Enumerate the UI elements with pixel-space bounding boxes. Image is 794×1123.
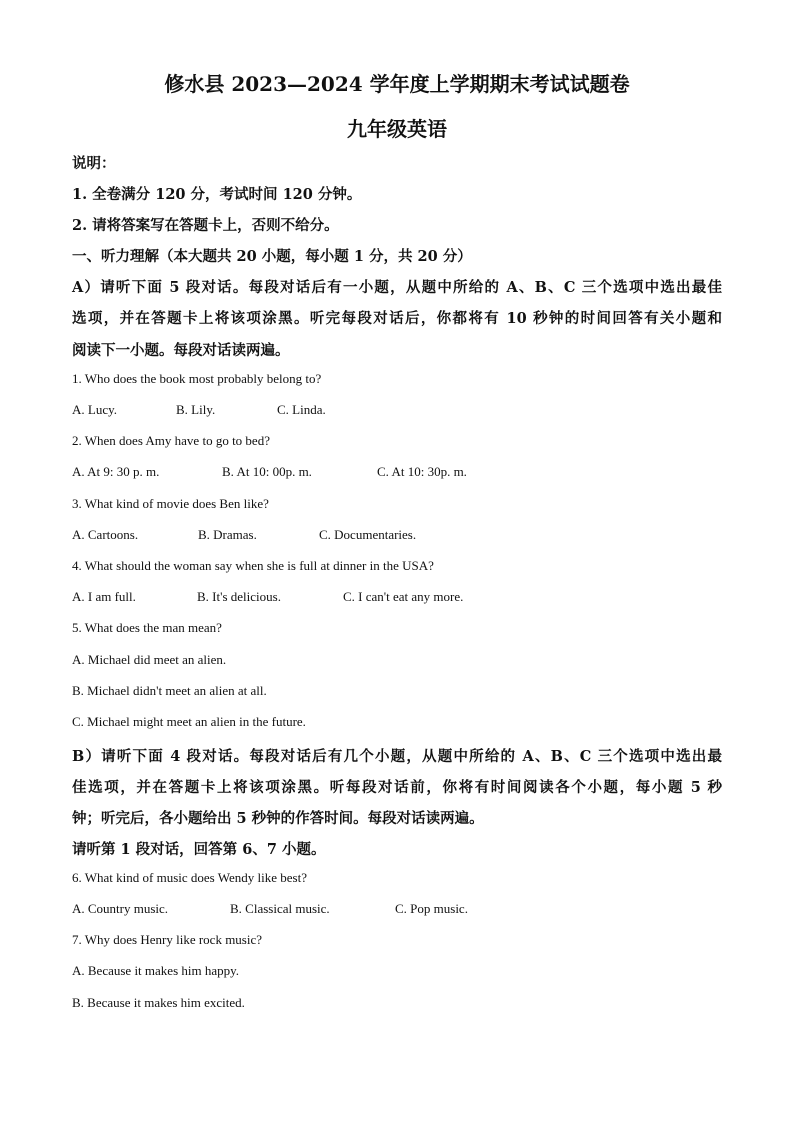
- option-7b: B. Because it makes him excited.: [72, 995, 245, 1010]
- option-6a: A. Country music.: [72, 901, 169, 916]
- option-1a: A. Lucy.: [72, 402, 118, 417]
- question-5: 5. What does the man mean?: [72, 620, 222, 635]
- section-heading: 一、听力理解（本大题共 20 小题，每小题 1 分，共 20 分）: [72, 248, 472, 265]
- part-b-instructions-line2: 佳选项，并在答题卡上将该项涂黑。听每段对话前，你将有时间阅读各个小题，每小题 5 秒: [72, 779, 722, 796]
- option-3c: C. Documentaries.: [319, 527, 417, 542]
- option-2b: B. At 10: 00p. m.: [222, 464, 312, 479]
- option-6b: B. Classical music.: [230, 901, 330, 916]
- part-a-instructions-line3: 阅读下一小题。每段对话读两遍。: [72, 342, 290, 359]
- option-4c: C. I can't eat any more.: [343, 589, 464, 604]
- option-1b: B. Lily.: [176, 402, 216, 417]
- instruction-item-1: 1. 全卷满分 120 分，考试时间 120 分钟。: [72, 186, 362, 203]
- option-2c: C. At 10: 30p. m.: [377, 464, 467, 479]
- option-7a: A. Because it makes him happy.: [72, 963, 240, 978]
- question-3: 3. What kind of movie does Ben like?: [72, 496, 269, 511]
- option-2a: A. At 9: 30 p. m.: [72, 464, 160, 479]
- instructions-label: 说明：: [72, 155, 116, 172]
- part-a-instructions-line2: 选项，并在答题卡上将该项涂黑。听完每段对话后，你都将有 10 秒钟的时间回答有关小题和: [72, 310, 722, 327]
- option-4b: B. It's delicious.: [197, 589, 281, 604]
- option-5b: B. Michael didn't meet an alien at all.: [72, 683, 267, 698]
- option-3a: A. Cartoons.: [72, 527, 139, 542]
- part-b-instructions-line3: 钟；听完后，各小题给出 5 秒钟的作答时间。每段对话读两遍。: [72, 810, 484, 827]
- option-3b: B. Dramas.: [198, 527, 257, 542]
- question-1: 1. Who does the book most probably belong to?: [72, 371, 322, 386]
- option-5a: A. Michael did meet an alien.: [72, 652, 227, 667]
- part-a-instructions-line1: A）请听下面 5 段对话。每段对话后有一小题，从题中所给的 A、B、C 三个选项中选出最佳: [72, 279, 722, 296]
- instruction-item-2: 2. 请将答案写在答题卡上，否则不给分。: [72, 217, 339, 234]
- exam-subtitle: 九年级英语: [347, 117, 447, 141]
- option-5c: C. Michael might meet an alien in the future.: [72, 714, 306, 729]
- option-6c: C. Pop music.: [395, 901, 468, 916]
- dialog-1-heading: 请听第 1 段对话，回答第 6、7 小题。: [72, 841, 326, 858]
- question-7: 7. Why does Henry like rock music?: [72, 932, 263, 947]
- option-1c: C. Linda.: [277, 402, 326, 417]
- exam-title: 修水县 2023—2024 学年度上学期期末考试试题卷: [164, 72, 630, 96]
- question-6: 6. What kind of music does Wendy like best?: [72, 870, 307, 885]
- question-2: 2. When does Amy have to go to bed?: [72, 433, 270, 448]
- question-4: 4. What should the woman say when she is full at dinner in the USA?: [72, 558, 434, 573]
- option-4a: A. I am full.: [72, 589, 136, 604]
- part-b-instructions-line1: B）请听下面 4 段对话。每段对话后有几个小题，从题中所给的 A、B、C 三个选项中选出最: [72, 748, 722, 765]
